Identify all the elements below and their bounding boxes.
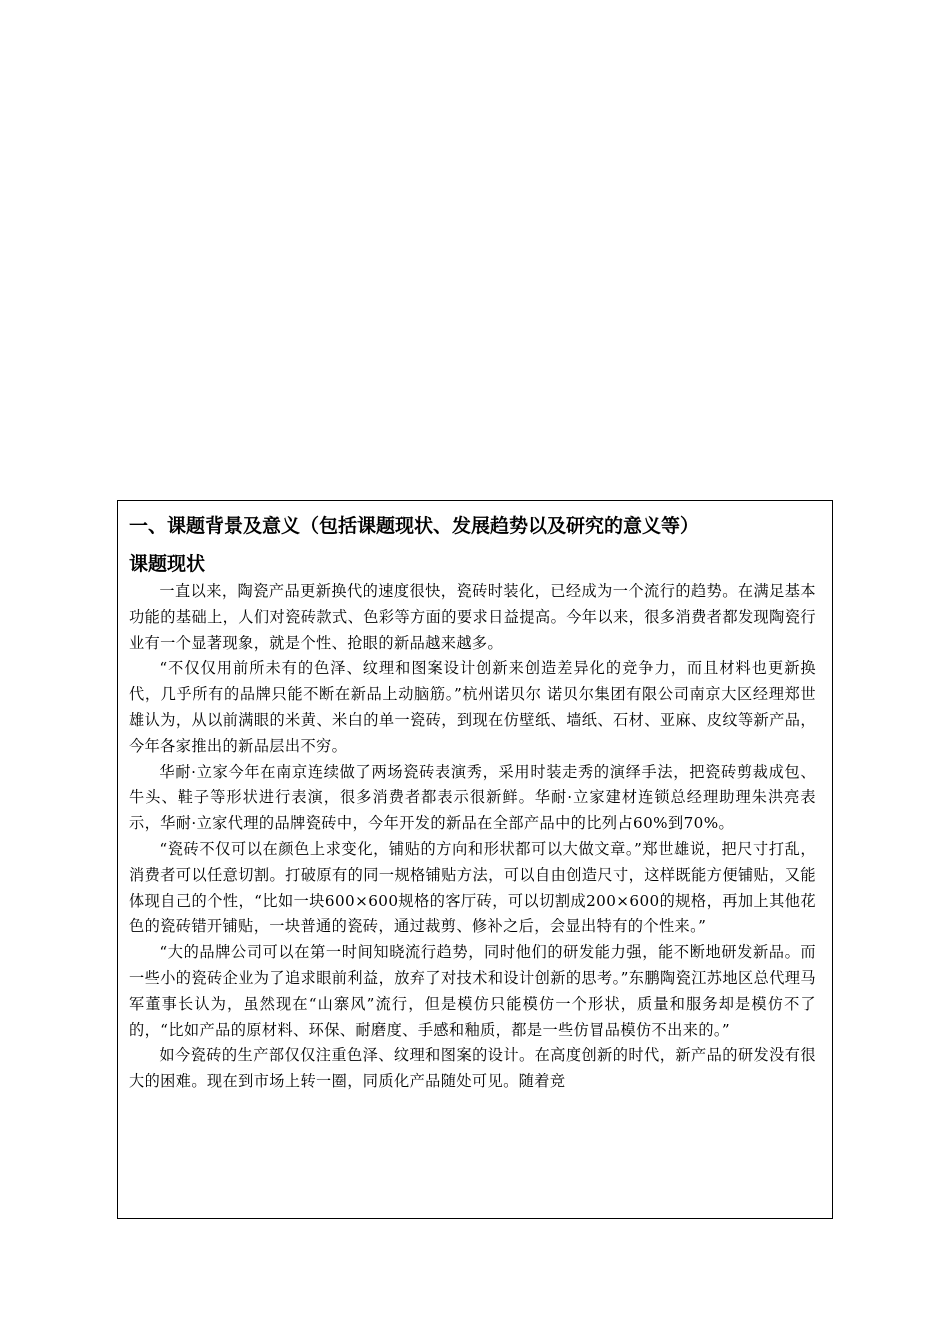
paragraph-6: 如今瓷砖的生产部仅仅注重色泽、纹理和图案的设计。在高度创新的时代，新产品的研发没有很大的困难。现在到市场上转一圈，同质化产品随处可见。随着竞 <box>129 1046 816 1091</box>
paragraph-5: “大的品牌公司可以在第一时间知晓流行趋势，同时他们的研发能力强，能不断地研发新品。而一些小的瓷砖企业为了追求眼前利益，放弃了对技术和设计创新的思考。”东鹏陶瓷江苏地区总代理马军董事长认为，虽然现在“山寨风”流行，但是模仿只能模仿一个形状，质量和服务却是模仿不了的，“比如产品的原材料、环保、耐磨度、手感和釉质，都是一些仿冒品模仿不出来的。” <box>129 943 816 1039</box>
section-heading: 一、课题背景及意义（包括课题现状、发展趋势以及研究的意义等） <box>129 515 700 537</box>
paragraph-2: “不仅仅用前所未有的色泽、纹理和图案设计创新来创造差异化的竞争力，而且材料也更新换代，几乎所有的品牌只能不断在新品上动脑筋。”杭州诺贝尔 诺贝尔集团有限公司南京大区经理郑世雄认为，从以前满眼的米黄、米白的单一瓷砖，到现在仿壁纸、墙纸、石材、亚麻、皮纹等新产品，今年各家推出的新品层出不穷。 <box>129 659 816 755</box>
paragraph-1: 一直以来，陶瓷产品更新换代的速度很快，瓷砖时装化，已经成为一个流行的趋势。在满足基本功能的基础上，人们对瓷砖款式、色彩等方面的要求日益提高。今年以来，很多消费者都发现陶瓷行业有一个显著现象，就是个性、抢眼的新品越来越多。 <box>129 582 816 652</box>
paragraph-4: “瓷砖不仅可以在颜色上求变化，铺贴的方向和形状都可以大做文章。”郑世雄说，把尺寸打乱，消费者可以任意切割。打破原有的同一规格铺贴方法，可以自由创造尺寸，这样既能方便铺贴，又能体现自己的个性，“比如一块600×600规格的客厅砖，可以切割成200×600的规格，再加上其他花色的瓷砖错开铺贴，一块普通的瓷砖，通过裁剪、修补之后，会显出特有的个性来。” <box>129 839 816 936</box>
content-frame <box>117 500 833 1219</box>
sub-heading: 课题现状 <box>129 553 206 575</box>
paragraph-3: 华耐·立家今年在南京连续做了两场瓷砖表演秀，采用时装走秀的演绎手法，把瓷砖剪裁成包、牛头、鞋子等形状进行表演，很多消费者都表示很新鲜。华耐·立家建材连锁总经理助理朱洪亮表示，华耐·立家代理的品牌瓷砖中，今年开发的新品在全部产品中的比列占60%到70%。 <box>129 762 816 833</box>
